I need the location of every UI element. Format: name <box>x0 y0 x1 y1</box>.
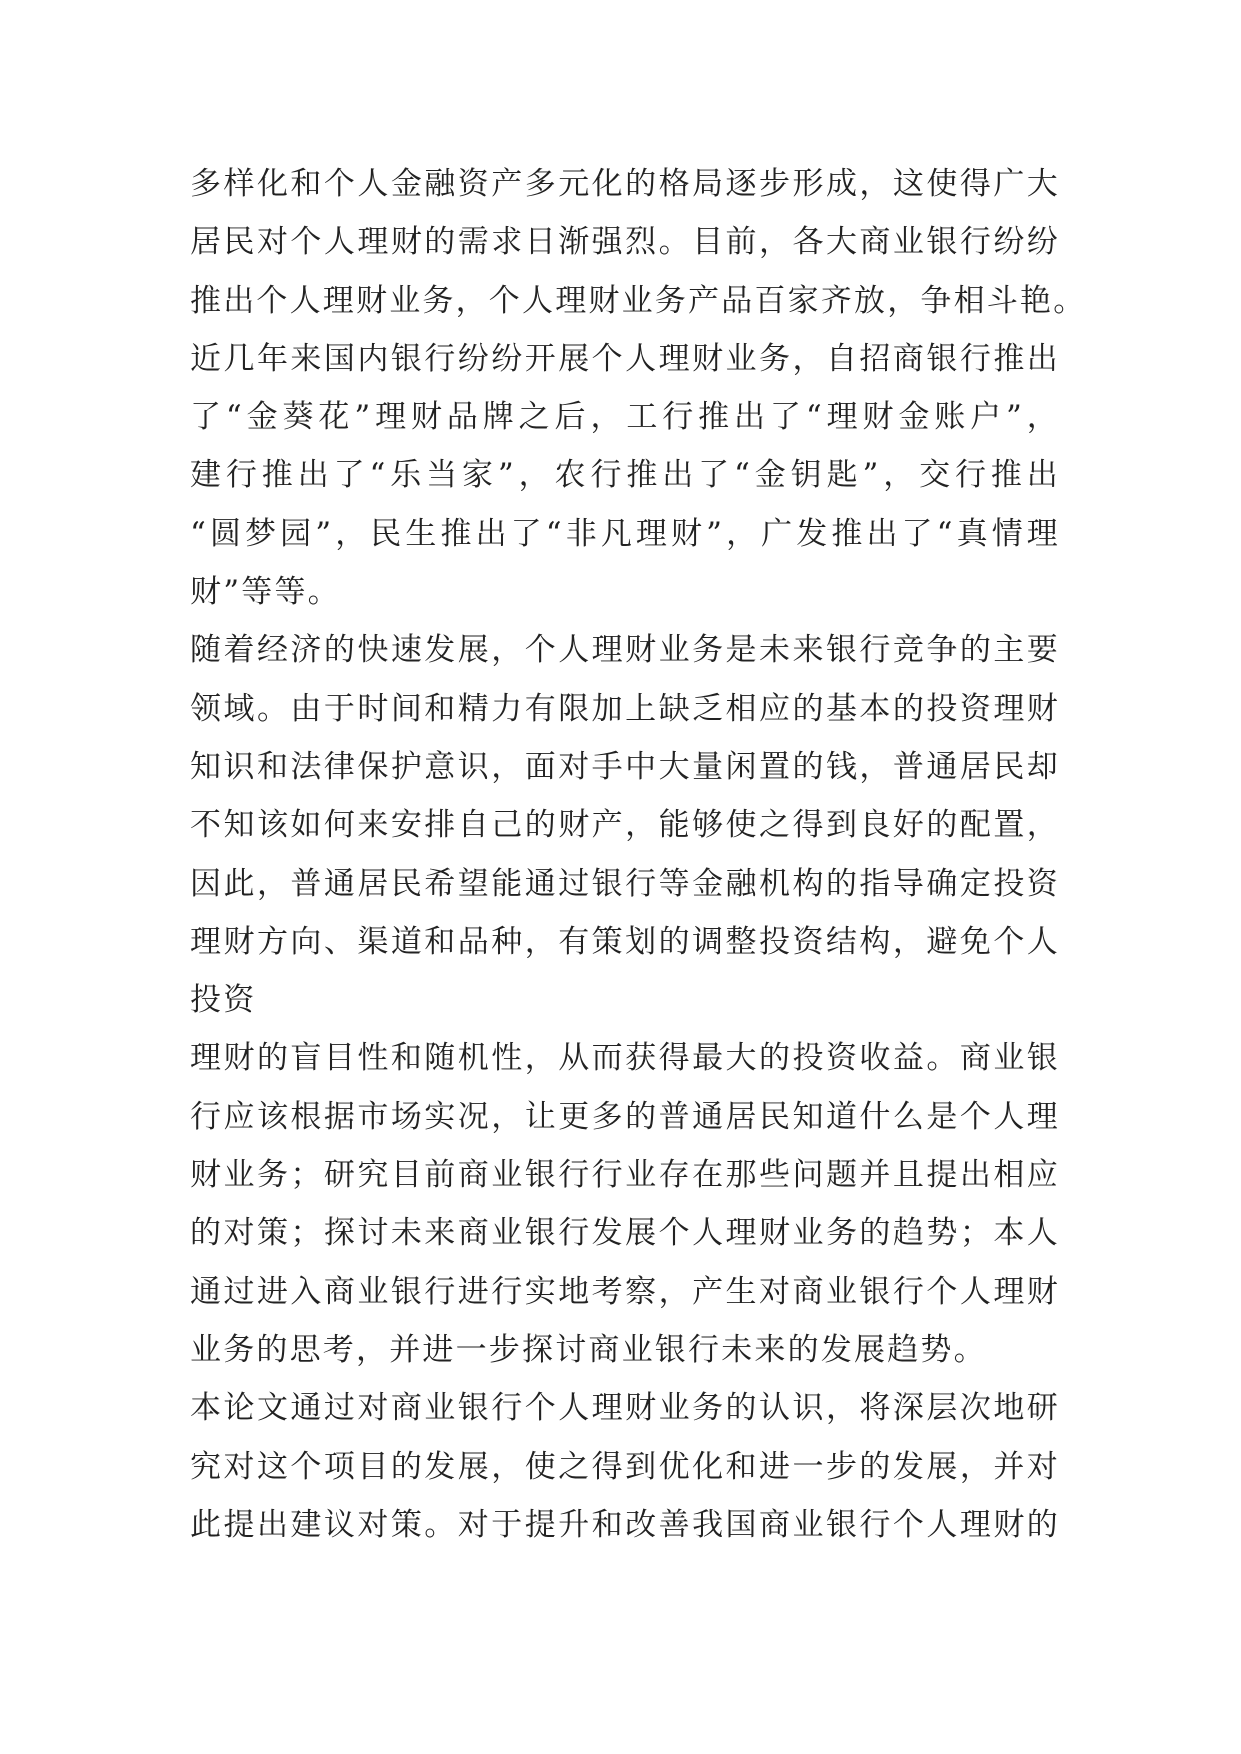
text-line: 理财方向、渠道和品种，有策划的调整投资结构，避免个人 <box>190 923 1060 960</box>
text-line: 因此，普通居民希望能通过银行等金融机构的指导确定投资 <box>190 865 1060 902</box>
text-line: 多样化和个人金融资产多元化的格局逐步形成，这使得广大 <box>190 166 1060 202</box>
paragraph-2 <box>190 621 1060 1029</box>
text-line: 通过进入商业银行进行实地考察，产生对商业银行个人理财 <box>190 1273 1060 1310</box>
text-line: 财”等等。 <box>190 574 341 611</box>
text-line: 究对这个项目的发展，使之得到优化和进一步的发展，并对 <box>190 1448 1060 1485</box>
text-line: 了“金葵花”理财品牌之后，工行推出了“理财金账户”， <box>190 399 1060 436</box>
text-line: 理财的盲目性和随机性，从而获得最大的投资收益。商业银 <box>190 1040 1060 1077</box>
text-line: 此提出建议对策。对于提升和改善我国商业银行个人理财的 <box>190 1506 1060 1543</box>
text-line: 投资 <box>190 982 257 1019</box>
text-line: 建行推出了“乐当家”，农行推出了“金钥匙”，交行推出 <box>190 457 1060 494</box>
text-line: “圆梦园”，民生推出了“非凡理财”，广发推出了“真情理 <box>190 515 1060 552</box>
paragraph-1 <box>190 155 1087 621</box>
body-text <box>190 155 1087 1554</box>
text-line: 知识和法律保护意识，面对手中大量闲置的钱，普通居民却 <box>190 748 1060 785</box>
paragraph-4 <box>190 1379 1060 1554</box>
text-line: 近几年来国内银行纷纷开展个人理财业务，自招商银行推出 <box>190 340 1060 377</box>
text-line: 行应该根据市场实况，让更多的普通居民知道什么是个人理 <box>190 1098 1060 1135</box>
text-line: 领域。由于时间和精力有限加上缺乏相应的基本的投资理财 <box>190 690 1060 727</box>
text-line: 居民对个人理财的需求日渐强烈。目前，各大商业银行纷纷 <box>190 224 1060 261</box>
text-line: 的对策；探讨未来商业银行发展个人理财业务的趋势；本人 <box>190 1215 1060 1252</box>
text-line: 本论文通过对商业银行个人理财业务的认识，将深层次地研 <box>190 1390 1060 1427</box>
paragraph-3 <box>190 1029 1060 1379</box>
text-line: 不知该如何来安排自己的财产，能够使之得到良好的配置， <box>190 807 1060 844</box>
text-line: 随着经济的快速发展，个人理财业务是未来银行竞争的主要 <box>190 632 1060 669</box>
text-line: 财业务；研究目前商业银行行业存在那些问题并且提出相应 <box>190 1157 1060 1194</box>
text-line: 推出个人理财业务，个人理财业务产品百家齐放，争相斗艳。 <box>190 282 1087 319</box>
text-line: 业务的思考，并进一步探讨商业银行未来的发展趋势。 <box>190 1331 987 1368</box>
